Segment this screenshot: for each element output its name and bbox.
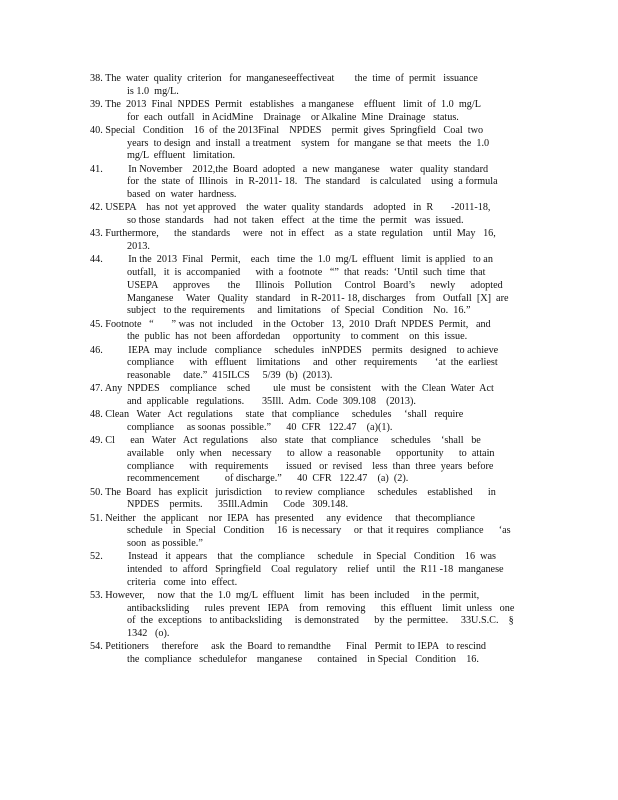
- paragraph-39: [90, 99, 530, 124]
- paragraph-49-line-4: recommencement of discharge.” 40 CFR 122.47 (a) (2).: [127, 473, 409, 485]
- paragraph-47: [90, 383, 530, 408]
- paragraph-50-line-2: NPDES permits. 35Ill.Admin Code 309.148.: [127, 499, 349, 511]
- paragraph-43: [90, 228, 530, 253]
- paragraph-52: [90, 551, 530, 589]
- paragraph-51-line-1: 51. Neither the applicant nor IEPA has presented any evidence that thecompliance: [90, 512, 475, 524]
- paragraph-43-line-2: 2013.: [127, 241, 150, 253]
- paragraph-44: [90, 254, 530, 318]
- paragraph-41-line-3: based on water hardness.: [127, 189, 237, 201]
- paragraph-40-line-3: mg/L effluent limitation.: [127, 150, 236, 162]
- paragraph-44-line-3: USEPA approves the Illinois Pollution Control Board’s newly adopted: [127, 279, 503, 291]
- paragraph-45-line-1: 45. Footnote “ ” was not included in the October 13, 2010 Draft NPDES Permit, and: [90, 318, 491, 330]
- paragraph-49: [90, 435, 530, 486]
- paragraph-53-line-1: 53. However, now that the 1.0 mg/L effluent limit has been included in the permit,: [90, 590, 480, 602]
- paragraph-49-line-2: available only when necessary to allow a reasonable opportunity to attain: [127, 447, 495, 459]
- paragraph-44-line-1: 44. In the 2013 Final Permit, each time the 1.0 mg/L effluent limit is applied to an: [90, 254, 493, 266]
- paragraph-42: [90, 202, 530, 227]
- paragraph-41: [90, 164, 530, 202]
- paragraph-53-line-2: antibacksliding rules prevent IEPA from removing this effluent limit unless one: [127, 602, 515, 614]
- paragraph-40-line-2: years to design and install a treatment system for mangane se that meets the 1.0: [127, 137, 490, 149]
- paragraph-43-line-1: 43. Furthermore, the standards were not in effect as a state regulation until May 16,: [90, 228, 496, 240]
- paragraph-41-line-2: for the state of Illinois in R-2011- 18. The standard is calculated using a formula: [127, 176, 498, 188]
- paragraph-53-line-3: of the exceptions to antibacksliding is demonstrated by the permittee. 33U.S.C. §: [127, 615, 514, 627]
- paragraph-45: [90, 319, 530, 344]
- paragraph-41-line-1: 41. In November 2012,the Board adopted a new manganese water quality standard: [90, 163, 489, 175]
- paragraph-39-line-2: for each outfall in AcidMine Drainage or Alkaline Mine Drainage status.: [127, 111, 459, 123]
- paragraph-54-line-2: the compliance schedulefor manganese contained in Special Condition 16.: [127, 654, 479, 666]
- paragraph-52-line-3: criteria come into effect.: [127, 576, 238, 588]
- paragraph-49-line-3: compliance with requirements issued or revised less than three years before: [127, 460, 494, 472]
- paragraph-46: [90, 345, 530, 383]
- paragraph-40: [90, 125, 530, 163]
- paragraph-47-line-2: and applicable regulations. 35Ill. Adm. Code 309.108 (2013).: [127, 395, 416, 407]
- paragraph-51-line-3: soon as possible.”: [127, 538, 203, 550]
- paragraph-40-line-1: 40. Special Condition 16 of the 2013Final NPDES permit gives Springfield Coal two: [90, 125, 484, 136]
- paragraph-46-line-3: reasonable date.” 415ILCS 5/39 (b) (2013).: [127, 369, 333, 381]
- paragraph-48-line-1: 48. Clean Water Act regulations state that compliance schedules ‘shall require: [90, 409, 464, 421]
- paragraph-45-line-2: the public has not been affordedan opportunity to comment on this issue.: [127, 331, 468, 343]
- paragraph-52-line-1: 52. Instead it appears that the compliance schedule in Special Condition 16 was: [90, 551, 496, 563]
- paragraph-38: [90, 73, 530, 98]
- paragraph-44-line-2: outfall, it is accompanied with a footnote “” that reads: ‘Until such time that: [127, 267, 486, 279]
- paragraph-49-line-1: 49. Cl ean Water Act regulations also state that compliance schedules ‘shall be: [90, 435, 481, 447]
- paragraph-38-line-1: 38. The water quality criterion for manganeseeffectiveat the time of permit issuance: [90, 73, 478, 84]
- paragraph-44-line-5: subject to the requirements and limitations of Special Condition No. 16.”: [127, 305, 471, 317]
- paragraph-54: [90, 641, 530, 666]
- paragraph-38-line-2: is 1.0 mg/L.: [127, 85, 179, 97]
- paragraph-48: [90, 409, 530, 434]
- paragraph-51: [90, 513, 530, 551]
- paragraph-42-line-1: 42. USEPA has not yet approved the water quality standards adopted in R -2011-18,: [90, 202, 491, 214]
- paragraph-53-line-4: 1342 (o).: [127, 628, 170, 640]
- paragraph-53: [90, 590, 530, 641]
- paragraph-44-line-4: Manganese Water Quality standard in R-2011- 18, discharges from Outfall [X] are: [127, 292, 509, 304]
- paragraph-51-line-2: schedule in Special Condition 16 is necessary or that it requires compliance ‘as: [127, 525, 511, 537]
- paragraph-50-line-1: 50. The Board has explicit jurisdiction to review compliance schedules established in: [90, 486, 496, 498]
- paragraph-47-line-1: 47. Any NPDES compliance sched ule must be consistent with the Clean Water Act: [90, 383, 494, 395]
- paragraph-50: [90, 487, 530, 512]
- paragraph-52-line-2: intended to afford Springfield Coal regulatory relief until the R11 -18 manganese: [127, 564, 504, 576]
- paragraph-42-line-2: so those standards had not taken effect at the time the permit was issued.: [127, 215, 464, 227]
- numbered-findings: [90, 73, 530, 667]
- paragraph-48-line-2: compliance as soonas possible.” 40 CFR 122.47 (a)(1).: [127, 421, 393, 433]
- paragraph-39-line-1: 39. The 2013 Final NPDES Permit establishes a manganese effluent limit of 1.0 mg/L: [90, 99, 481, 110]
- paragraph-46-line-2: compliance with effluent limitations and other requirements ‘at the earliest: [127, 357, 498, 369]
- paragraph-46-line-1: 46. IEPA may include compliance schedules inNPDES permits designed to achieve: [90, 344, 499, 356]
- paragraph-54-line-1: 54. Petitioners therefore ask the Board to remandthe Final Permit to IEPA to rescind: [90, 641, 487, 653]
